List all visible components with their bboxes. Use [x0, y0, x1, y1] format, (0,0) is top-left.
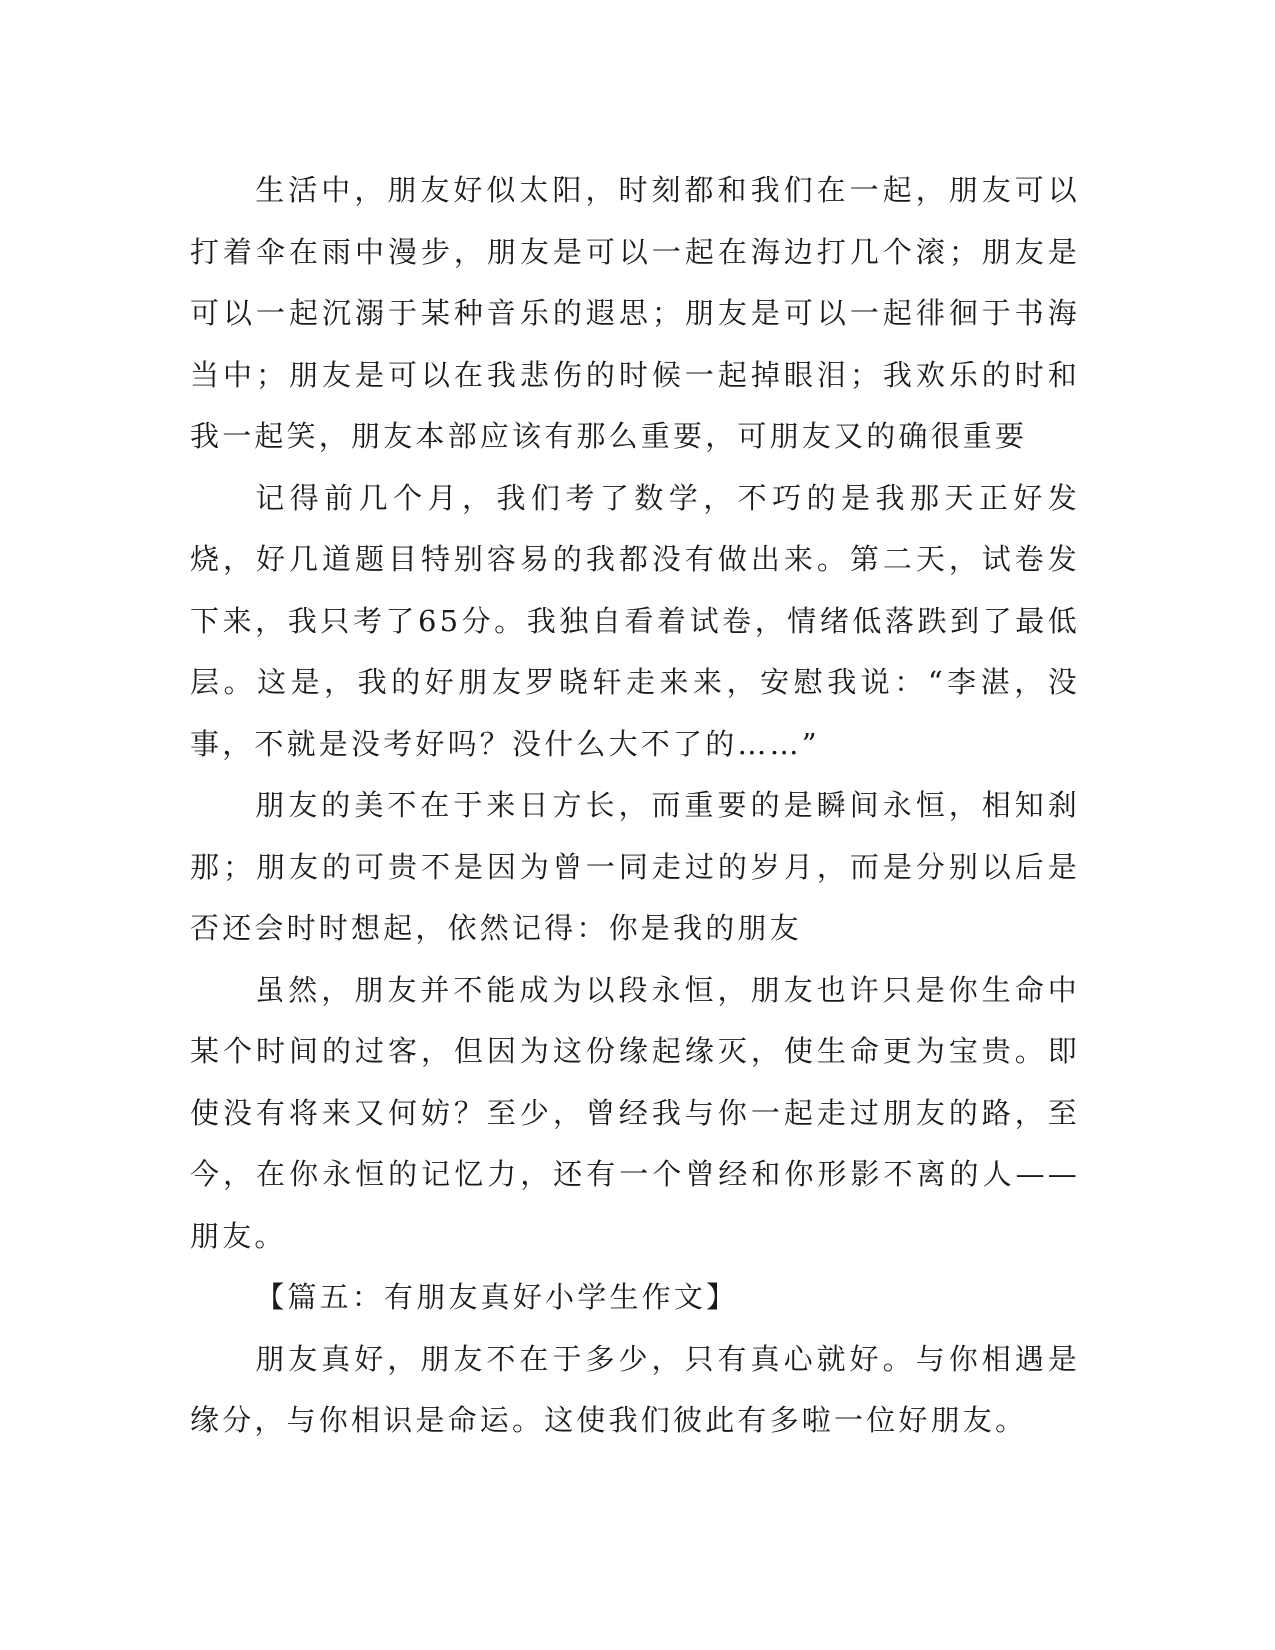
paragraph-4: 虽然，朋友并不能成为以段永恒，朋友也许只是你生命中某个时间的过客，但因为这份缘起缘灭，使生命更为宝贵。即使没有将来又何妨？至少，曾经我与你一起走过朋友的路，至今，在你永恒的记忆力，还有一个曾经和你形影不离的人——朋友。 — [190, 972, 1080, 1253]
paragraph-2: 记得前几个月，我们考了数学，不巧的是我那天正好发烧，好几道题目特别容易的我都没有做出来。第二天，试卷发下来，我只考了65分。我独自看着试卷，情绪低落跌到了最低层。这是，我的好朋友罗晓轩走来来，安慰我说：“李湛，没事，不就是没考好吗？没什么大不了的……” — [190, 480, 1080, 761]
paragraph-1: 生活中，朋友好似太阳，时刻都和我们在一起，朋友可以打着伞在雨中漫步，朋友是可以一起在海边打几个滚；朋友是可以一起沉溺于某种音乐的遐思；朋友是可以一起徘徊于书海当中；朋友是可以在我悲伤的时候一起掉眼泪；我欢乐的时和我一起笑，朋友本部应该有那么重要，可朋友又的确很重要 — [190, 173, 1080, 453]
document-body — [190, 160, 1080, 1452]
section-heading: 【篇五：有朋友真好小学生作文】 — [255, 1280, 739, 1314]
paragraph-5: 朋友真好，朋友不在于多少，只有真心就好。与你相遇是缘分，与你相识是命运。这使我们彼此有多啦一位好朋友。 — [190, 1341, 1080, 1437]
paragraph-3: 朋友的美不在于来日方长，而重要的是瞬间永恒，相知刹那；朋友的可贵不是因为曾一同走过的岁月，而是分别以后是否还会时时想起，依然记得：你是我的朋友 — [190, 788, 1080, 945]
